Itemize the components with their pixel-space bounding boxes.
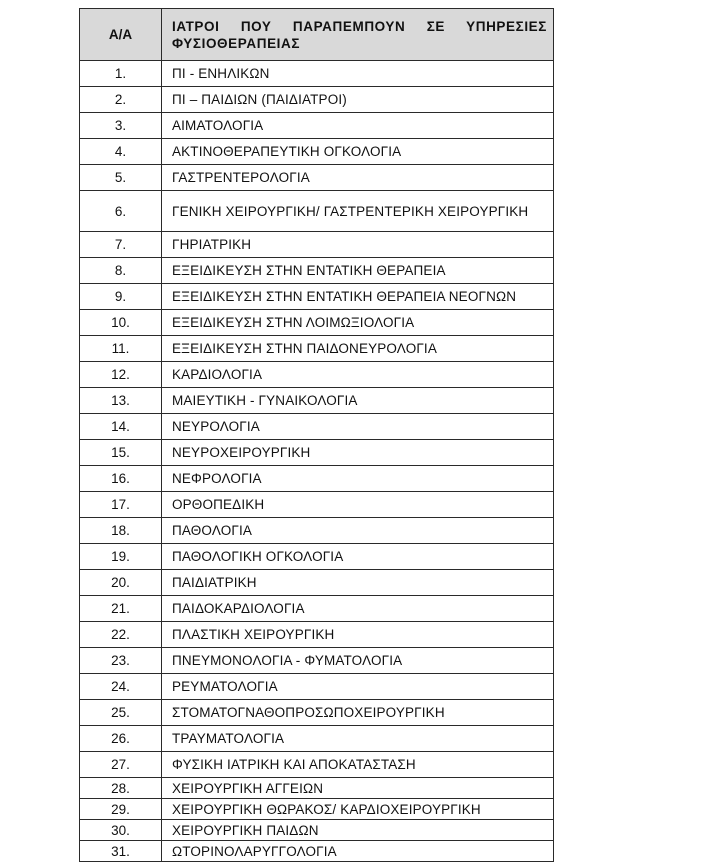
table-row	[80, 778, 554, 799]
row-number: 4.	[80, 139, 162, 165]
row-number: 22.	[80, 622, 162, 648]
row-specialty: ΠΙ – ΠΑΙΔΙΩΝ (ΠΑΙΔΙΑΤΡΟΙ)	[162, 87, 554, 113]
row-number: 6.	[80, 191, 162, 232]
row-specialty: ΣΤΟΜΑΤΟΓΝΑΘΟΠΡΟΣΩΠΟΧΕΙΡΟΥΡΓΙΚΗ	[162, 700, 554, 726]
row-specialty: ΚΑΡΔΙΟΛΟΓΙΑ	[162, 362, 554, 388]
table-row	[80, 362, 554, 388]
row-specialty: ΕΞΕΙΔΙΚΕΥΣΗ ΣΤΗΝ ΕΝΤΑΤΙΚΗ ΘΕΡΑΠΕΙΑ ΝΕΟΓΝΩΝ	[162, 284, 554, 310]
row-number: 7.	[80, 232, 162, 258]
row-specialty: ΕΞΕΙΔΙΚΕΥΣΗ ΣΤΗΝ ΠΑΙΔΟΝΕΥΡΟΛΟΓΙΑ	[162, 336, 554, 362]
row-specialty: ΠΑΙΔΟΚΑΡΔΙΟΛΟΓΙΑ	[162, 596, 554, 622]
table-row	[80, 841, 554, 862]
table-row	[80, 799, 554, 820]
table-row	[80, 440, 554, 466]
row-number: 24.	[80, 674, 162, 700]
row-specialty: ΕΞΕΙΔΙΚΕΥΣΗ ΣΤΗΝ ΕΝΤΑΤΙΚΗ ΘΕΡΑΠΕΙΑ	[162, 258, 554, 284]
row-number: 14.	[80, 414, 162, 440]
specialties-table	[79, 8, 554, 862]
row-number: 26.	[80, 726, 162, 752]
table-row	[80, 232, 554, 258]
row-number: 28.	[80, 778, 162, 799]
table-row	[80, 258, 554, 284]
table-row	[80, 87, 554, 113]
row-number: 8.	[80, 258, 162, 284]
table-row	[80, 61, 554, 87]
row-number: 25.	[80, 700, 162, 726]
row-number: 29.	[80, 799, 162, 820]
table-row	[80, 191, 554, 232]
table-row	[80, 139, 554, 165]
table-row	[80, 113, 554, 139]
table-row	[80, 622, 554, 648]
row-specialty: ΩΤΟΡΙΝΟΛΑΡΥΓΓΟΛΟΓΙΑ	[162, 841, 554, 862]
table-row	[80, 726, 554, 752]
specialties-table-container	[79, 8, 553, 862]
row-number: 13.	[80, 388, 162, 414]
table-row	[80, 570, 554, 596]
row-number: 16.	[80, 466, 162, 492]
row-specialty: ΡΕΥΜΑΤΟΛΟΓΙΑ	[162, 674, 554, 700]
table-row	[80, 492, 554, 518]
row-number: 5.	[80, 165, 162, 191]
row-specialty: ΑΙΜΑΤΟΛΟΓΙΑ	[162, 113, 554, 139]
table-row	[80, 414, 554, 440]
row-specialty: ΠΛΑΣΤΙΚΗ ΧΕΙΡΟΥΡΓΙΚΗ	[162, 622, 554, 648]
row-number: 18.	[80, 518, 162, 544]
table-row	[80, 648, 554, 674]
table-row	[80, 518, 554, 544]
header-number: Α/Α	[80, 9, 162, 61]
table-row	[80, 466, 554, 492]
row-specialty: ΧΕΙΡΟΥΡΓΙΚΗ ΠΑΙΔΩΝ	[162, 820, 554, 841]
table-row	[80, 165, 554, 191]
row-specialty: ΦΥΣΙΚΗ ΙΑΤΡΙΚΗ ΚΑΙ ΑΠΟΚΑΤΑΣΤΑΣΗ	[162, 752, 554, 778]
table-row	[80, 388, 554, 414]
table-row	[80, 596, 554, 622]
row-number: 19.	[80, 544, 162, 570]
row-number: 11.	[80, 336, 162, 362]
table-row	[80, 544, 554, 570]
row-specialty: ΑΚΤΙΝΟΘΕΡΑΠΕΥΤΙΚΗ ΟΓΚΟΛΟΓΙΑ	[162, 139, 554, 165]
table-row	[80, 820, 554, 841]
row-number: 10.	[80, 310, 162, 336]
row-number: 9.	[80, 284, 162, 310]
row-specialty: ΕΞΕΙΔΙΚΕΥΣΗ ΣΤΗΝ ΛΟΙΜΩΞΙΟΛΟΓΙΑ	[162, 310, 554, 336]
header-specialty: ΙΑΤΡΟΙ ΠΟΥ ΠΑΡΑΠΕΜΠΟΥΝ ΣΕ ΥΠΗΡΕΣΙΕΣ ΦΥΣΙΟΘΕΡΑΠΕΙΑΣ	[162, 9, 554, 61]
row-specialty: ΠΑΘΟΛΟΓΙΑ	[162, 518, 554, 544]
table-header-row	[80, 9, 554, 61]
row-number: 21.	[80, 596, 162, 622]
row-specialty: ΝΕΥΡΟΧΕΙΡΟΥΡΓΙΚΗ	[162, 440, 554, 466]
table-row	[80, 752, 554, 778]
row-number: 2.	[80, 87, 162, 113]
row-specialty: ΟΡΘΟΠΕΔΙΚΗ	[162, 492, 554, 518]
table-row	[80, 674, 554, 700]
table-row	[80, 284, 554, 310]
row-specialty: ΠΝΕΥΜΟΝΟΛΟΓΙΑ - ΦΥΜΑΤΟΛΟΓΙΑ	[162, 648, 554, 674]
row-number: 12.	[80, 362, 162, 388]
row-specialty: ΝΕΦΡΟΛΟΓΙΑ	[162, 466, 554, 492]
row-number: 20.	[80, 570, 162, 596]
row-specialty: ΓΗΡΙΑΤΡΙΚΗ	[162, 232, 554, 258]
row-number: 27.	[80, 752, 162, 778]
row-specialty: ΤΡΑΥΜΑΤΟΛΟΓΙΑ	[162, 726, 554, 752]
table-row	[80, 310, 554, 336]
row-number: 15.	[80, 440, 162, 466]
row-specialty: ΠΑΘΟΛΟΓΙΚΗ ΟΓΚΟΛΟΓΙΑ	[162, 544, 554, 570]
row-specialty: ΧΕΙΡΟΥΡΓΙΚΗ ΘΩΡΑΚΟΣ/ ΚΑΡΔΙΟΧΕΙΡΟΥΡΓΙΚΗ	[162, 799, 554, 820]
row-number: 30.	[80, 820, 162, 841]
row-specialty: ΓΕΝΙΚΗ ΧΕΙΡΟΥΡΓΙΚΗ/ ΓΑΣΤΡΕΝΤΕΡΙΚΗ ΧΕΙΡΟΥΡΓΙΚΗ	[162, 191, 554, 232]
row-specialty: ΠΑΙΔΙΑΤΡΙΚΗ	[162, 570, 554, 596]
row-number: 1.	[80, 61, 162, 87]
row-specialty: ΠΙ - ΕΝΗΛΙΚΩΝ	[162, 61, 554, 87]
row-specialty: ΧΕΙΡΟΥΡΓΙΚΗ ΑΓΓΕΙΩΝ	[162, 778, 554, 799]
row-specialty: ΜΑΙΕΥΤΙΚΗ - ΓΥΝΑΙΚΟΛΟΓΙΑ	[162, 388, 554, 414]
row-specialty: ΓΑΣΤΡΕΝΤΕΡΟΛΟΓΙΑ	[162, 165, 554, 191]
row-number: 3.	[80, 113, 162, 139]
row-number: 17.	[80, 492, 162, 518]
table-body	[80, 61, 554, 862]
row-specialty: ΝΕΥΡΟΛΟΓΙΑ	[162, 414, 554, 440]
table-row	[80, 700, 554, 726]
row-number: 23.	[80, 648, 162, 674]
row-number: 31.	[80, 841, 162, 862]
table-row	[80, 336, 554, 362]
